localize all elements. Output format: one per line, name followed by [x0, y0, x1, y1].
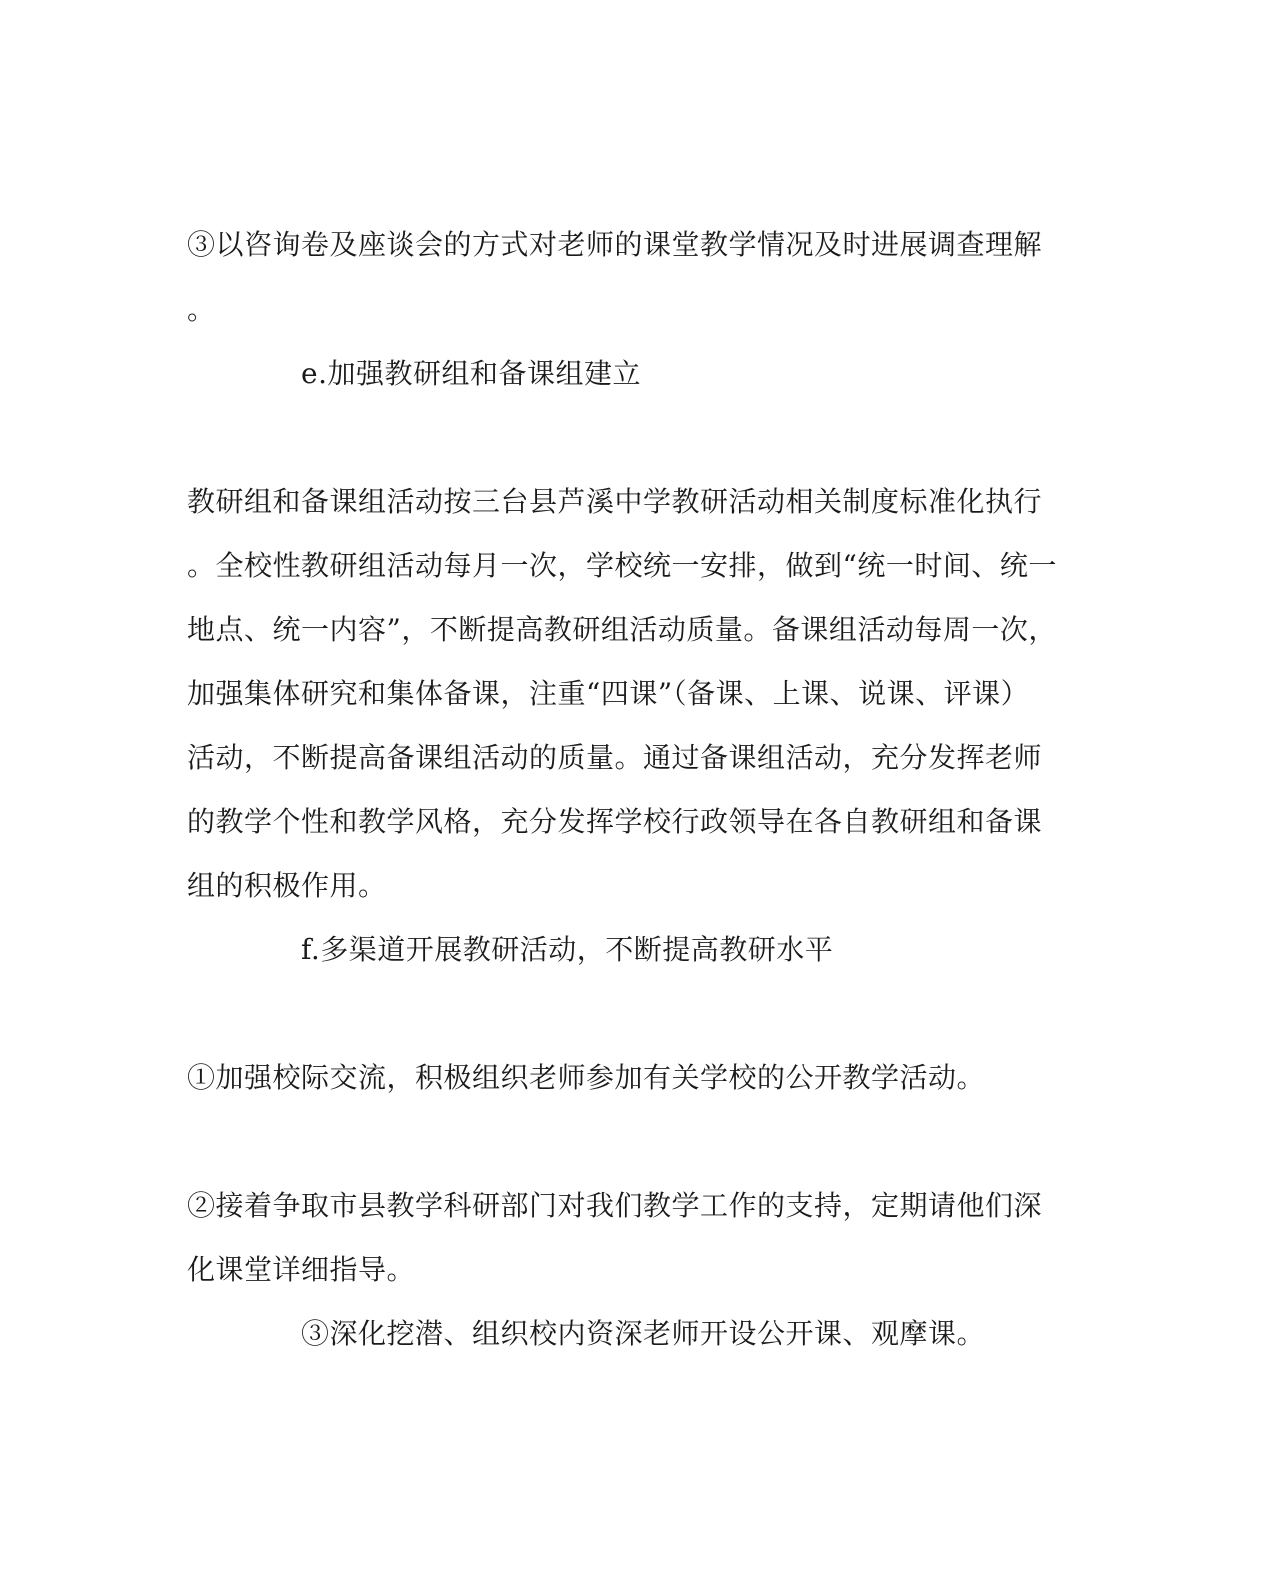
paragraph-line: 。全校性教研组活动每月一次，学校统一安排，做到“统一时间、统一: [187, 549, 1057, 582]
list-item-continuation: 化课堂详细指导。: [187, 1253, 416, 1286]
paragraph-line: 教研组和备课组活动按三台县芦溪中学教研活动相关制度标准化执行: [187, 485, 1043, 518]
paragraph-line: 的教学个性和教学风格，充分发挥学校行政领导在各自教研组和备课: [187, 805, 1043, 838]
paragraph-line: 加强集体研究和集体备课，注重“四课”（备课、上课、说课、评课）: [187, 677, 1030, 710]
paragraph-line: 活动，不断提高备课组活动的质量。通过备课组活动，充分发挥老师: [187, 741, 1043, 774]
paragraph-line: ③以咨询卷及座谈会的方式对老师的课堂教学情况及时进展调查理解: [187, 228, 1043, 261]
paragraph-line: 组的积极作用。: [187, 869, 387, 902]
section-heading-e: e.加强教研组和备课组建立: [301, 357, 641, 390]
list-item: ②接着争取市县教学科研部门对我们教学工作的支持，定期请他们深: [187, 1189, 1043, 1222]
list-item: ①加强校际交流，积极组织老师参加有关学校的公开教学活动。: [187, 1061, 986, 1094]
section-heading-f: f.多渠道开展教研活动，不断提高教研水平: [301, 933, 834, 966]
paragraph-line: 。: [187, 293, 216, 326]
paragraph-line: 地点、统一内容”，不断提高教研组活动质量。备课组活动每周一次，: [187, 613, 1057, 646]
list-item: ③深化挖潜、组织校内资深老师开设公开课、观摩课。: [301, 1317, 986, 1350]
